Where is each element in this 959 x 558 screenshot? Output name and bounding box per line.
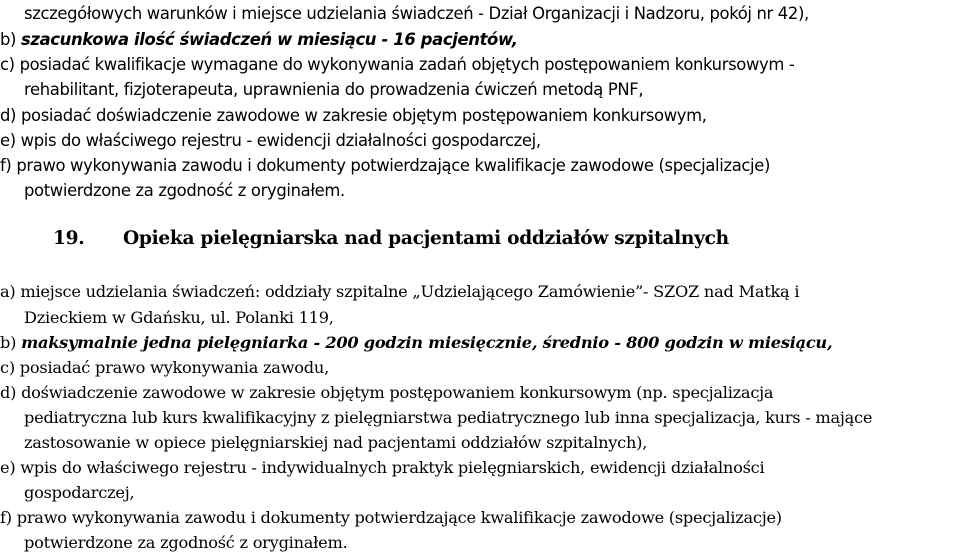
section-19-number: 19. — [53, 228, 85, 249]
s19-item-d-line-3: zastosowanie w opiece pielęgniarskiej nad pacjentami oddziałów szpitalnych), — [24, 433, 648, 452]
s19-item-a-line-2: Dzieckiem w Gdańsku, ul. Polanki 119, — [24, 308, 334, 327]
s18-item-f-line-1: f) prawo wykonywania zawodu i dokumenty potwierdzające kwalifikacje zawodowe (specjalizacje) — [0, 156, 771, 175]
s18-item-c-line-2: rehabilitant, fizjoterapeuta, uprawnienia do prowadzenia ćwiczeń metodą PNF, — [24, 80, 644, 99]
s19-item-b-text: maksymalnie jedna pielęgniarka - 200 godzin miesięcznie, średnio - 800 godzin w miesiącu, — [21, 333, 833, 352]
s18-item-e: e) wpis do właściwego rejestru - ewidencji działalności gospodarczej, — [0, 131, 541, 150]
s19-item-e-line-1: e) wpis do właściwego rejestru - indywidualnych praktyk pielęgniarskich, ewidencji działalności — [0, 458, 765, 477]
section-19-heading — [53, 230, 729, 249]
s19-item-b — [0, 335, 832, 351]
s19-item-f-line-1: f) prawo wykonywania zawodu i dokumenty potwierdzające kwalifikacje zawodowe (specjalizacje) — [0, 508, 782, 527]
s19-item-d-line-2: pediatryczna lub kurs kwalifikacyjny z pielęgniarstwa pediatrycznego lub inna specjalizacja, kurs - mające — [24, 408, 873, 427]
s19-item-f-line-2: potwierdzone za zgodność z oryginałem. — [24, 533, 348, 552]
section-19-title: Opieka pielęgniarska nad pacjentami oddziałów szpitalnych — [123, 228, 729, 249]
s19-item-d-line-1: d) doświadczenie zawodowe w zakresie objętym postępowaniem konkursowym (np. specjalizacja — [0, 383, 774, 402]
s18-item-b-prefix: b) — [0, 30, 21, 49]
s19-item-e-line-2: gospodarczej, — [24, 483, 135, 502]
s19-item-b-prefix: b) — [0, 333, 22, 352]
s18-item-c-line-1: c) posiadać kwalifikacje wymagane do wykonywania zadań objętych postępowaniem konkursowym - — [0, 55, 795, 74]
s18-item-f-line-2: potwierdzone za zgodność z oryginałem. — [24, 181, 345, 200]
s18-item-d: d) posiadać doświadczenie zawodowe w zakresie objętym postępowaniem konkursowym, — [0, 106, 707, 125]
s18-item-b — [0, 32, 518, 48]
s18-item-b-text: szacunkowa ilość świadczeń w miesiącu - 16 pacjentów, — [20, 30, 518, 49]
s18-line-1: szczegółowych warunków i miejsce udzielania świadczeń - Dział Organizacji i Nadzoru, pokój nr 42), — [24, 4, 809, 23]
s19-item-c: c) posiadać prawo wykonywania zawodu, — [0, 358, 329, 377]
s19-item-a-line-1: a) miejsce udzielania świadczeń: oddziały szpitalne „Udzielającego Zamówienie”- SZOZ nad Matką i — [0, 282, 800, 301]
